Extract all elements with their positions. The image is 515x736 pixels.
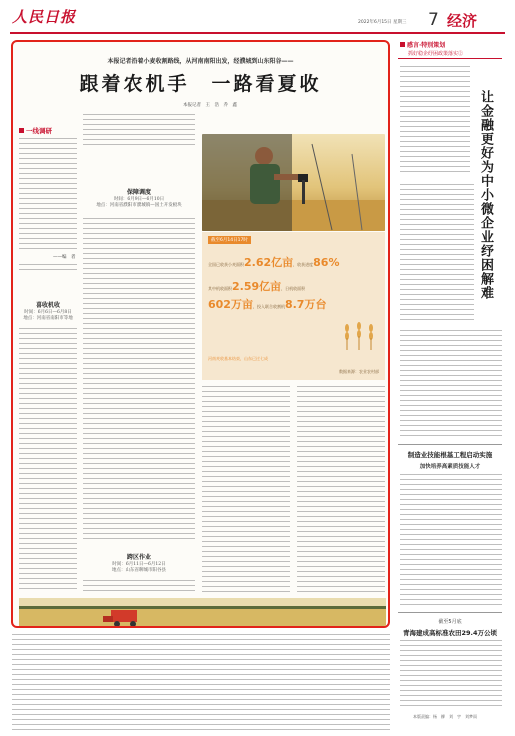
wheat-icon: [339, 320, 379, 350]
row2-value: 2.59亿亩: [232, 280, 282, 293]
lead-paragraph: [83, 114, 195, 146]
page-editors: 本版责编：杨 柳 刘 宇 刘梦雨: [413, 714, 477, 719]
newspaper-logo: 人民日报: [12, 8, 77, 26]
section3-title: 跨区作业: [126, 554, 151, 561]
article-kicker: 本报记者沿着小麦收割路线，从河南南阳出发，经濮城到山东阳谷——: [107, 58, 294, 65]
article2-title[interactable]: 制造业技能根基工程启动实施: [407, 451, 493, 459]
editor-note-text: [19, 138, 77, 250]
farmer-photo-image: [202, 134, 385, 231]
section1-title: 喜收机收: [35, 302, 60, 309]
harvest-photo: [19, 598, 386, 628]
section-name: 经济: [447, 12, 478, 30]
sidebar-divider-2: [398, 612, 502, 613]
right-body-b: [297, 386, 385, 592]
section2-title: 保障调度: [126, 189, 151, 196]
harvest-infographic: [202, 232, 385, 380]
editor-signature: ——编 者: [53, 255, 76, 260]
issue-date: 2022年6月15日 星期三: [358, 20, 407, 25]
article2-subtitle: 加快培养高素质技能人才: [419, 464, 481, 470]
feature-continuation-text: [12, 634, 390, 730]
row3-middle: ，投入联合收割机: [252, 304, 285, 309]
infographic-footer: 河南麦收基本结束，山东已过七成: [208, 356, 268, 361]
section1-body: [19, 328, 77, 592]
column-head-label: 一线调研: [26, 127, 52, 135]
section3-note: 时间：6月11日—6月12日 地点：山东省聊城市阳谷县: [112, 562, 166, 573]
section2-body: [83, 218, 195, 540]
sidebar-divider-1: [398, 444, 502, 445]
page-number: 7: [428, 10, 439, 30]
farmer-photo: [202, 134, 385, 231]
row3-value: 602万亩: [208, 298, 253, 311]
column-badge-icon: [19, 128, 24, 133]
sidebar-header: [400, 40, 445, 49]
right-body-a: [202, 386, 290, 592]
article3-kicker: 截至5月底: [438, 619, 462, 625]
section2-note: 时间：6月9日—6月10日 地点：河南省濮阳市濮城镇—国土开发板块: [96, 197, 182, 208]
row1-value2: 86%: [313, 256, 340, 269]
row1-value: 2.62亿亩: [244, 256, 294, 269]
intro-text: [19, 264, 77, 274]
sidebar-badge-icon: [400, 42, 405, 47]
sidebar-rule: [398, 58, 502, 59]
row2-prefix: 其中机收面积: [208, 286, 232, 291]
infographic-source: 数据来源：农业农村部: [339, 369, 379, 374]
infographic-row-1: [208, 254, 339, 270]
sidebar-header-label: 感言·特别策划: [407, 42, 446, 49]
section3-body-start: [83, 580, 195, 594]
article-byline: 本报记者 王 浩 乔 鑫: [183, 103, 237, 108]
sidebar-body-b: [400, 330, 502, 440]
section1-note: 时间：6月6日—6月8日 地点：河南省南阳市等地: [23, 310, 73, 321]
article3-title[interactable]: 青海建成高标准农田29.4万公顷: [402, 629, 498, 637]
row2-suffix: ，日机收面积: [281, 286, 306, 291]
featured-article[interactable]: [11, 40, 390, 628]
sidebar-intro-text: [400, 66, 470, 176]
row3-value2: 8.7万台: [284, 298, 327, 311]
masthead: [10, 4, 505, 34]
article-headline: 跟着农机手 一路看夏收: [79, 73, 322, 95]
row1-prefix: 全国已收获小麦面积: [208, 262, 244, 267]
article3-body: [400, 640, 502, 708]
column-head: [19, 126, 52, 135]
sidebar-body-a: [400, 184, 474, 324]
sidebar-vertical-title: 让金融更好为中小微企业纾困解难: [478, 90, 493, 300]
row1-middle: ，收获进度: [293, 262, 314, 267]
infographic-row-2: [208, 278, 305, 294]
infographic-title: 截至6月14日17时: [208, 236, 251, 244]
article2-body: [400, 474, 502, 608]
sidebar-subheader: 抓好稳企纾困政策落实②: [408, 51, 464, 57]
infographic-row-3: [208, 296, 326, 312]
